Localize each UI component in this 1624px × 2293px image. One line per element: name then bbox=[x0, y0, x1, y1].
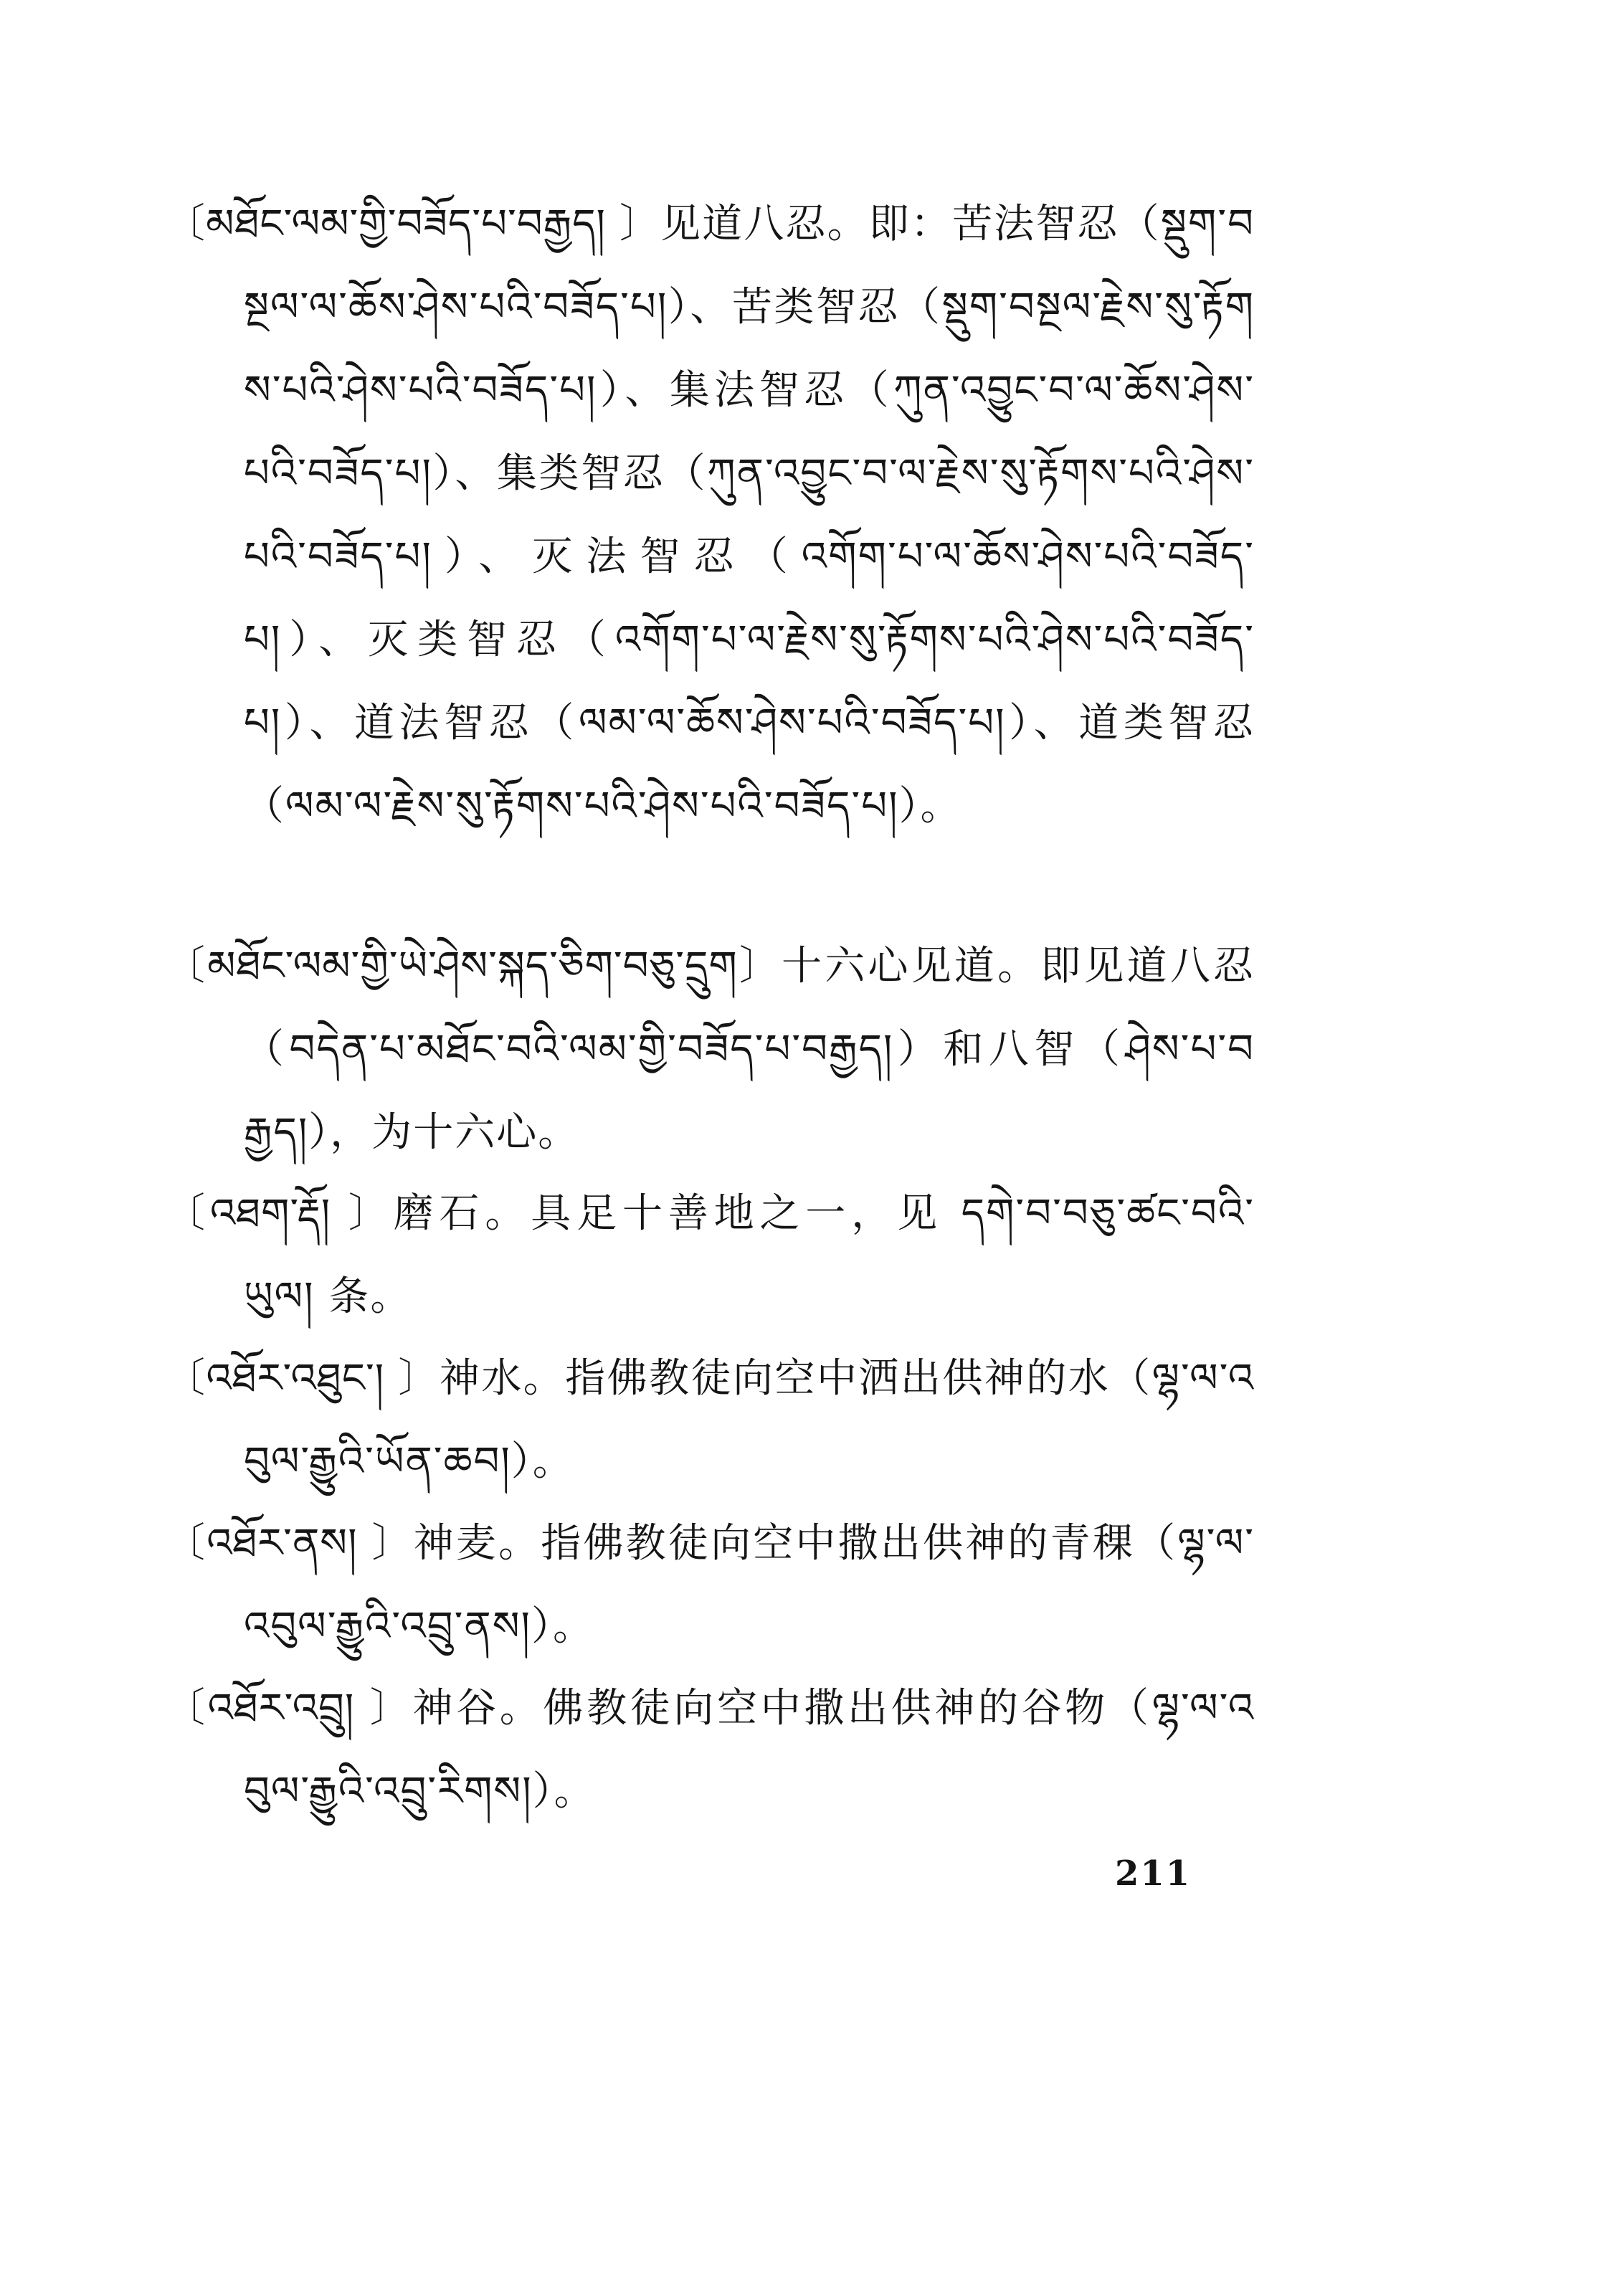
entry-definition: 神谷。佛教徒向空中撒出供神的谷物（ལྷ་ལ་འབུལ་རྒྱུའི་འབྲུ་རིགས།）。 bbox=[244, 1685, 1255, 1815]
entry-headword: 〔འཐག་རྡོ། 〕 bbox=[165, 1190, 394, 1237]
entry-headword: 〔འཐོར་ནས། 〕 bbox=[165, 1520, 414, 1567]
dictionary-entry bbox=[165, 1502, 1255, 1668]
entry-headword: 〔འཐོར་འཐུང་། 〕 bbox=[165, 1355, 440, 1402]
dictionary-entry bbox=[165, 1337, 1255, 1504]
page-number: 211 bbox=[1115, 1853, 1192, 1894]
dictionary-entry bbox=[165, 1667, 1255, 1833]
entry-definition: 见道八忍。即：苦法智忍（སྡུག་བསྔལ་ལ་ཆོས་ཤེས་པའི་བཟོད་པ།）、苦类智忍（སྡུག་བསྔལ་རྗེས་སུ་རྟོགས་པའི་ཤེས་པའི་བཟོད་པ།）、集法智忍（ཀུན་འབྱུང་བ་ལ་ཆོས་ཤེས་པའི་བཟོད་པ།）、集类智忍（ཀུན་འབྱུང་བ་ལ་རྗེས་སུ་རྟོགས་པའི་ཤེས་པའི་བཟོད་པ།）、灭法智忍（འགོག་པ་ལ་ཆོས་ཤེས་པའི་བཟོད་པ།）、灭类智忍（འགོག་པ་ལ་རྗེས་སུ་རྟོགས་པའི་ཤེས་པའི་བཟོད་པ།）、道法智忍（ལམ་ལ་ཆོས་ཤེས་པའི་བཟོད་པ།）、道类智忍（ལམ་ལ་རྗེས་སུ་རྟོགས་པའི་ཤེས་པའི་བཟོད་པ།）。 bbox=[244, 201, 1255, 830]
dictionary-entry bbox=[165, 183, 1255, 848]
entry-definition: 十六心见道。即见道八忍（བདེན་པ་མཐོང་བའི་ལམ་གྱི་བཟོད་པ་བརྒྱད།）和八智（ཤེས་པ་བརྒྱད།），为十六心。 bbox=[244, 943, 1255, 1156]
entry-headword: 〔མཐོང་ལམ་གྱི་བཟོད་པ་བརྒྱད། 〕 bbox=[165, 201, 661, 247]
dictionary-entry bbox=[165, 925, 1255, 1174]
entry-definition: 神麦。指佛教徒向空中撒出供神的青稞（ལྷ་ལ་འབུལ་རྒྱུའི་འབྲུ་ནས།）。 bbox=[244, 1520, 1255, 1650]
entry-headword: 〔འཐོར་འབྲུ། 〕 bbox=[165, 1685, 413, 1732]
dictionary-entry bbox=[165, 1172, 1255, 1339]
entry-headword: 〔མཐོང་ལམ་གྱི་ཡེ་ཤེས་སྐད་ཅིག་བཅུ་དྲུག〕 bbox=[165, 943, 782, 989]
entry-definition: 神水。指佛教徒向空中洒出供神的水（ལྷ་ལ་འབུལ་རྒྱུའི་ཡོན་ཆབ།）。 bbox=[244, 1355, 1255, 1485]
entry-definition: 磨石。具足十善地之一，见 དགེ་བ་བཅུ་ཚང་བའི་ཡུལ། 条。 bbox=[244, 1190, 1255, 1320]
